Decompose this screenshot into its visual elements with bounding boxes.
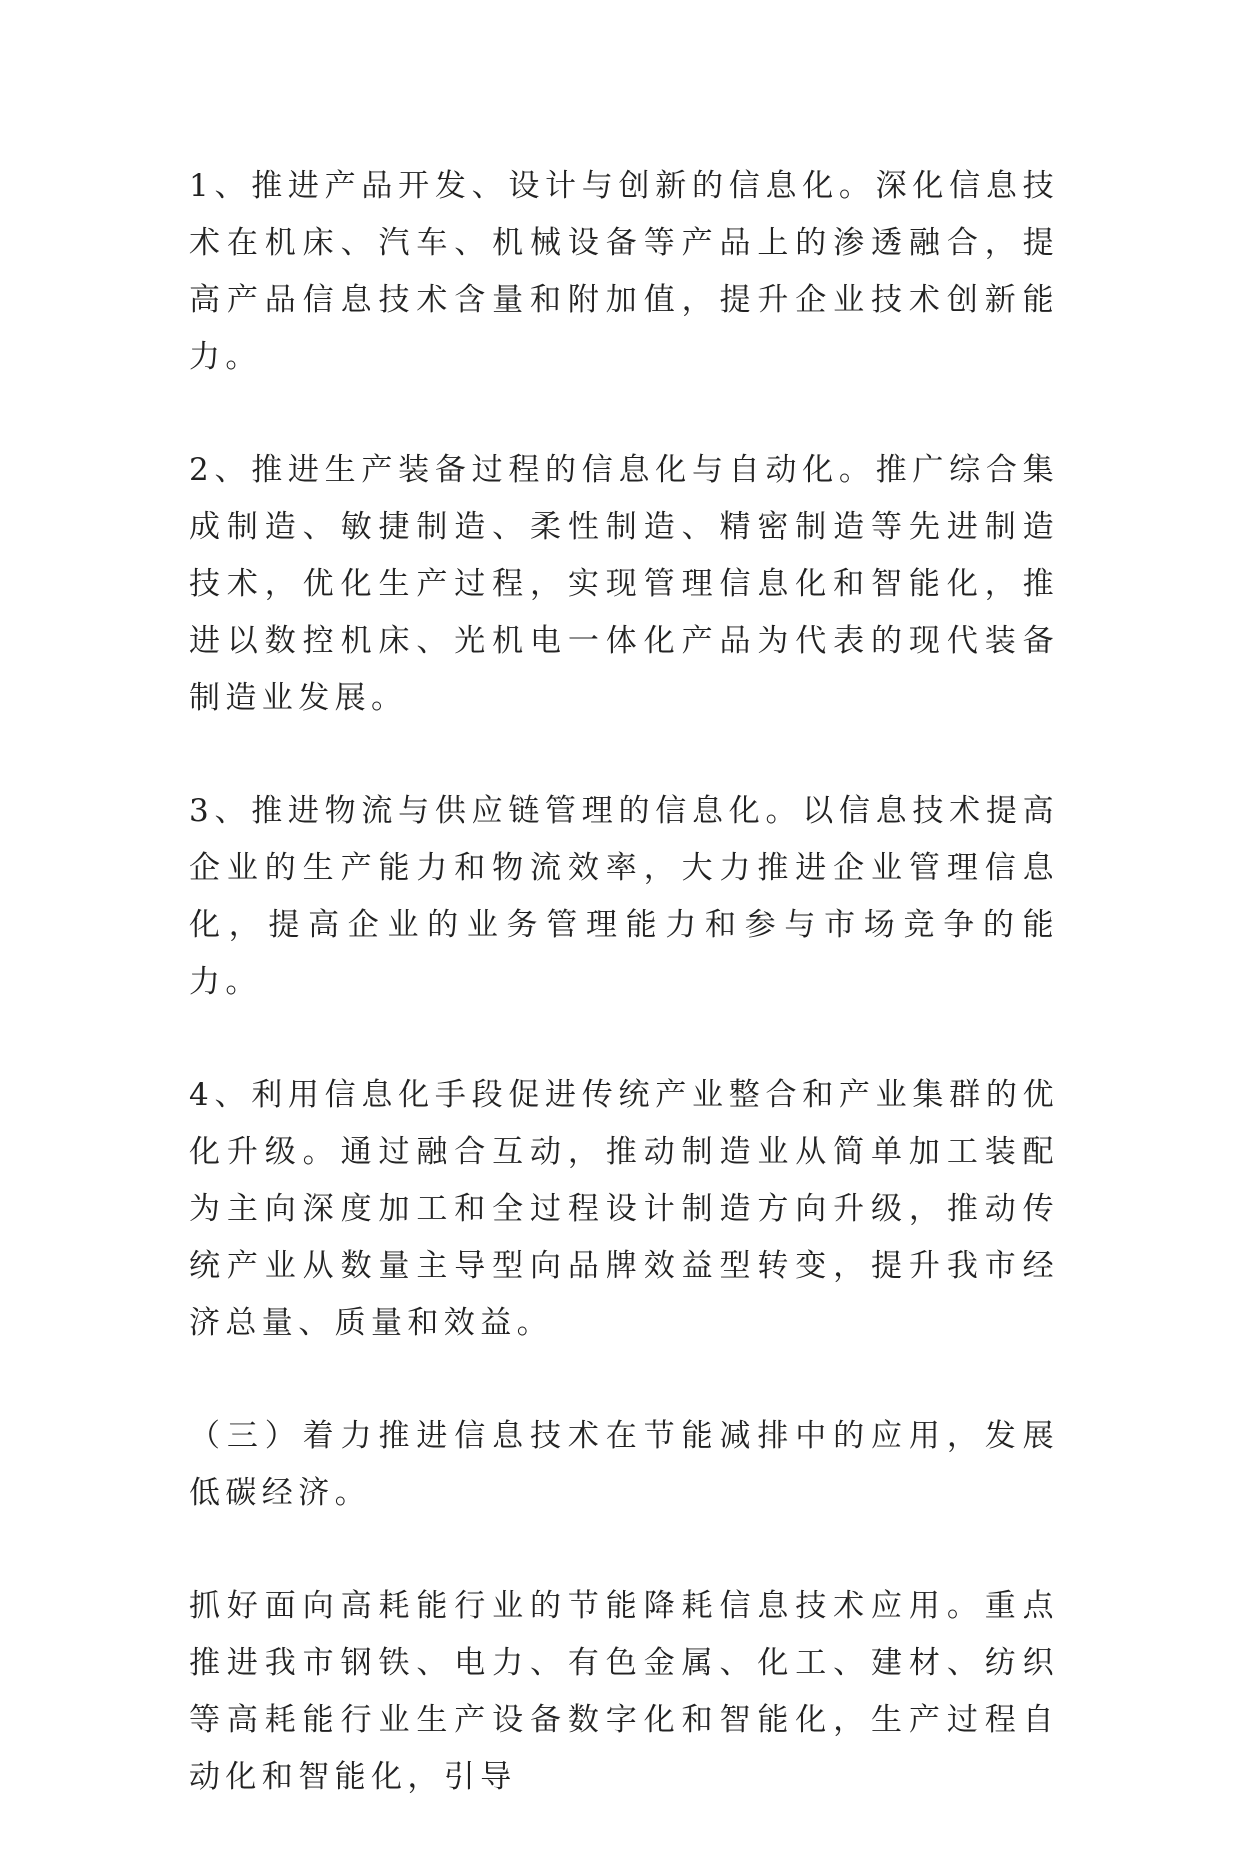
paragraph-2: 2、推进生产装备过程的信息化与自动化。推广综合集成制造、敏捷制造、柔性制造、精密制造等先进制造技术，优化生产过程，实现管理信息化和智能化，推进以数控机床、光机电一体化产品为代表的现代装备制造业发展。	[189, 452, 1059, 716]
paragraph-5: 抓好面向高耗能行业的节能降耗信息技术应用。重点推进我市钢铁、电力、有色金属、化工、建材、纺织等高耗能行业生产设备数字化和智能化，生产过程自动化和智能化，引导	[189, 1588, 1059, 1795]
paragraph-1: 1、推进产品开发、设计与创新的信息化。深化信息技术在机床、汽车、机械设备等产品上的渗透融合，提高产品信息技术含量和附加值，提升企业技术创新能力。	[189, 168, 1059, 375]
section-heading-3: （三）着力推进信息技术在节能减排中的应用，发展低碳经济。	[189, 1418, 1059, 1511]
paragraph-3: 3、推进物流与供应链管理的信息化。以信息技术提高企业的生产能力和物流效率，大力推进企业管理信息化，提高企业的业务管理能力和参与市场竞争的能力。	[189, 793, 1059, 1000]
document-body	[189, 158, 1059, 1862]
paragraph-4: 4、利用信息化手段促进传统产业整合和产业集群的优化升级。通过融合互动，推动制造业从简单加工装配为主向深度加工和全过程设计制造方向升级，推动传统产业从数量主导型向品牌效益型转变，提升我市经济总量、质量和效益。	[189, 1077, 1059, 1341]
